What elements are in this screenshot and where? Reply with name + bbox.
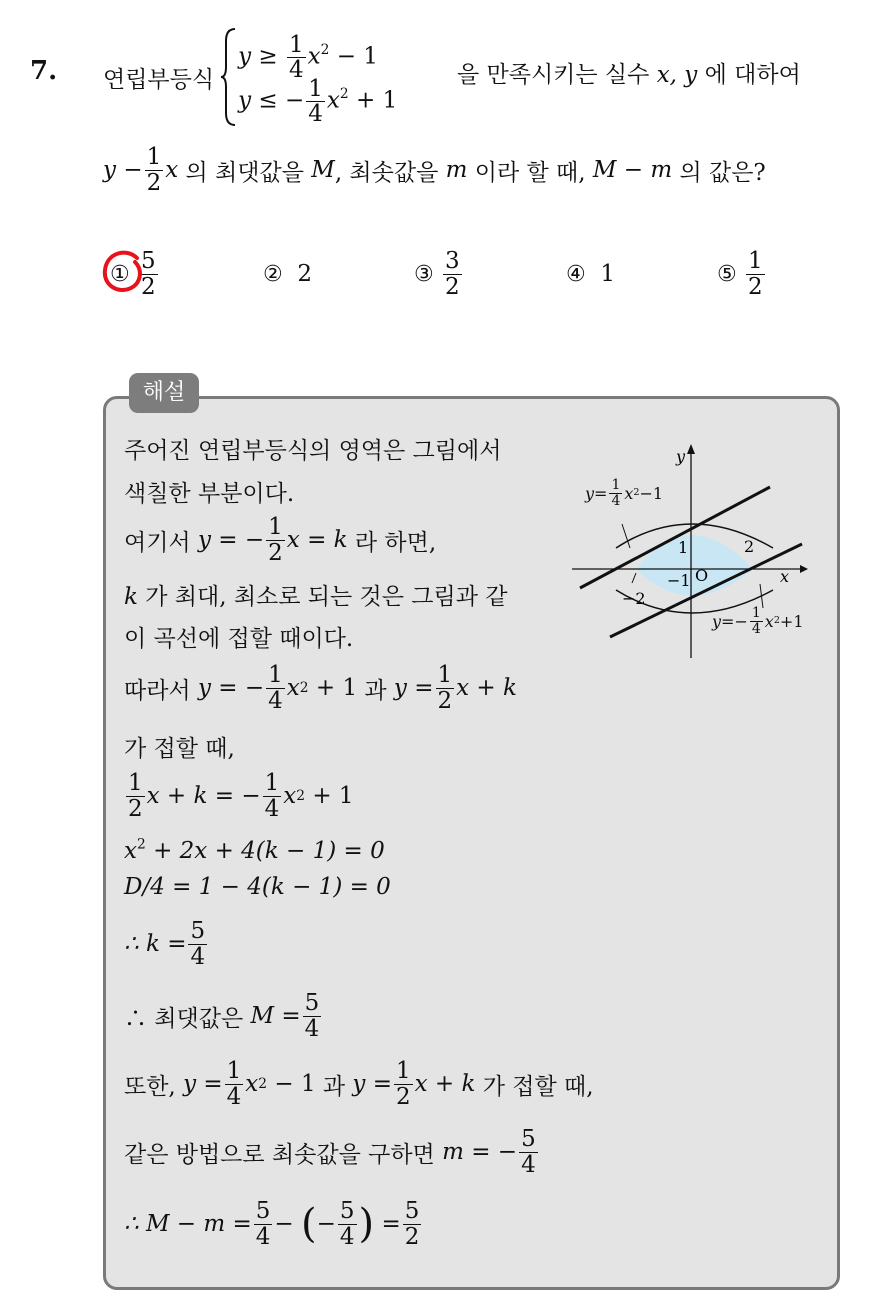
- y-axis-label: y: [676, 447, 686, 466]
- question-line-2: y − $\frac{1}{2}$ x 의 최댓값을 M , 최솟값을 m 이라 할 때, M − m 의 값은?: [103, 144, 766, 196]
- sol-line-1: 주어진 연립부등식의 영역은 그림에서: [124, 438, 502, 464]
- choice-mark: ①: [110, 261, 130, 287]
- fraction: $\frac{1}{2}$: [437, 662, 453, 714]
- inequality-2: y ≤ − $\frac{1}{4}$ $x^2 + 1$: [238, 76, 398, 128]
- sol-eq-5: ∴ 최댓값은 M = $\frac{5}{4}$: [124, 990, 320, 1042]
- choice-4[interactable]: ④ 1: [566, 261, 615, 287]
- question-line-1-tail: 을 만족시키는 실수 x, y 에 대하여: [457, 62, 801, 88]
- sol-eq-2: $x^2 + 2x + 4(k - 1) = 0$: [124, 836, 385, 864]
- fraction: $\frac{1}{2}$: [748, 248, 763, 300]
- tick-label-neg-x: −2: [622, 589, 646, 608]
- choice-mark: ②: [263, 262, 283, 287]
- answer-circle-mark: [99, 248, 149, 298]
- sol-line-2: 색칠한 부분이다.: [124, 481, 295, 507]
- fraction: $\frac{1}{2}$: [146, 144, 162, 196]
- y-axis-arrow-icon: [687, 444, 695, 454]
- origin-label: O: [695, 566, 709, 585]
- fraction: $\frac{5}{4}$: [255, 1198, 271, 1250]
- choice-5[interactable]: [717, 246, 767, 302]
- fraction: $\frac{1}{2}$: [128, 770, 143, 822]
- fraction: $\frac{5}{4}$: [190, 918, 206, 970]
- choice-mark: ③: [414, 261, 434, 287]
- inequality-system: [238, 32, 398, 128]
- choice-mark: ④: [566, 262, 586, 287]
- fraction: $\frac{5}{4}$: [339, 1198, 355, 1250]
- inequality-1: y ≥ $\frac{1}{4}$ $x^2 - 1$: [238, 32, 378, 84]
- fraction: $\frac{1}{4}$: [268, 662, 283, 714]
- fraction: $\frac{1}{2}$: [268, 514, 283, 566]
- fraction: $\frac{3}{2}$: [445, 248, 460, 300]
- choice-mark: ⑤: [717, 261, 737, 287]
- sol-eq-6: 또한, y = $\frac{1}{4}$ x 2 − 1 과 y = $\frac{1}{2}$ x + k 가 접할 때,: [124, 1058, 594, 1110]
- question-number: 7.: [30, 56, 58, 86]
- choice-2[interactable]: ② 2: [263, 261, 312, 287]
- sol-eq-7: 같은 방법으로 최솟값을 구하면 m = − $\frac{5}{4}$: [124, 1126, 536, 1178]
- solution-tag: 해설: [129, 373, 199, 413]
- sol-eq-3: D/4 = 1 − 4(k − 1) = 0: [124, 874, 391, 900]
- sol-line-4: k 가 최대, 최소로 되는 것은 그림과 같: [124, 584, 508, 610]
- fraction: $\frac{1}{2}$: [396, 1058, 411, 1110]
- sol-eq-4: ∴ k = $\frac{5}{4}$: [124, 918, 206, 970]
- x-axis-label: x: [780, 567, 790, 586]
- x-axis-arrow-icon: [800, 565, 808, 573]
- fraction: $\frac{5}{2}$: [141, 248, 156, 300]
- fraction: $\frac{5}{4}$: [304, 990, 320, 1042]
- upper-curve-label: y= $\frac{1}{4}$ x 2 −1: [585, 477, 664, 509]
- fraction: $\frac{1}{4}$: [751, 605, 761, 637]
- sol-line-3: 여기서 y = − $\frac{1}{2}$ x = k 라 하면,: [124, 514, 437, 566]
- fraction: $\frac{1}{4}$: [611, 477, 621, 509]
- tick-label-neg-y: −1: [667, 571, 691, 590]
- lower-curve-label: y=− $\frac{1}{4}$ x 2 +1: [712, 605, 804, 637]
- tick-label-pos-y: 1: [678, 538, 689, 557]
- fraction: $\frac{1}{4}$: [226, 1058, 242, 1110]
- brace-icon: [220, 27, 238, 127]
- choice-3[interactable]: [414, 246, 464, 302]
- sol-eq-8: ∴ M − m = $\frac{5}{4}$ − ( − $\frac{5}{4}$ ) = $\frac{5}{2}$: [124, 1198, 420, 1250]
- sol-eq-1: $\frac{1}{2}$ x + k = − $\frac{1}{4}$ x 2 + 1: [128, 770, 354, 822]
- tick-label-pos-x: 2: [744, 537, 755, 556]
- fraction: $\frac{5}{2}$: [404, 1198, 420, 1250]
- fraction: $\frac{5}{4}$: [521, 1126, 536, 1178]
- fraction: $\frac{1}{4}$: [289, 32, 304, 84]
- question-lead: 연립부등식: [103, 66, 215, 93]
- fraction: $\frac{1}{4}$: [264, 770, 280, 822]
- question-line-1: [103, 22, 397, 132]
- pointer-neg-x: [632, 573, 636, 583]
- sol-line-7: 가 접할 때,: [124, 736, 235, 762]
- sol-line-5: 이 곡선에 접할 때이다.: [124, 626, 354, 652]
- fraction: $\frac{1}{4}$: [308, 76, 323, 128]
- sol-line-6: 따라서 y = − $\frac{1}{4}$ x 2 + 1 과 y = $\frac{1}{2}$ x + k: [124, 662, 517, 714]
